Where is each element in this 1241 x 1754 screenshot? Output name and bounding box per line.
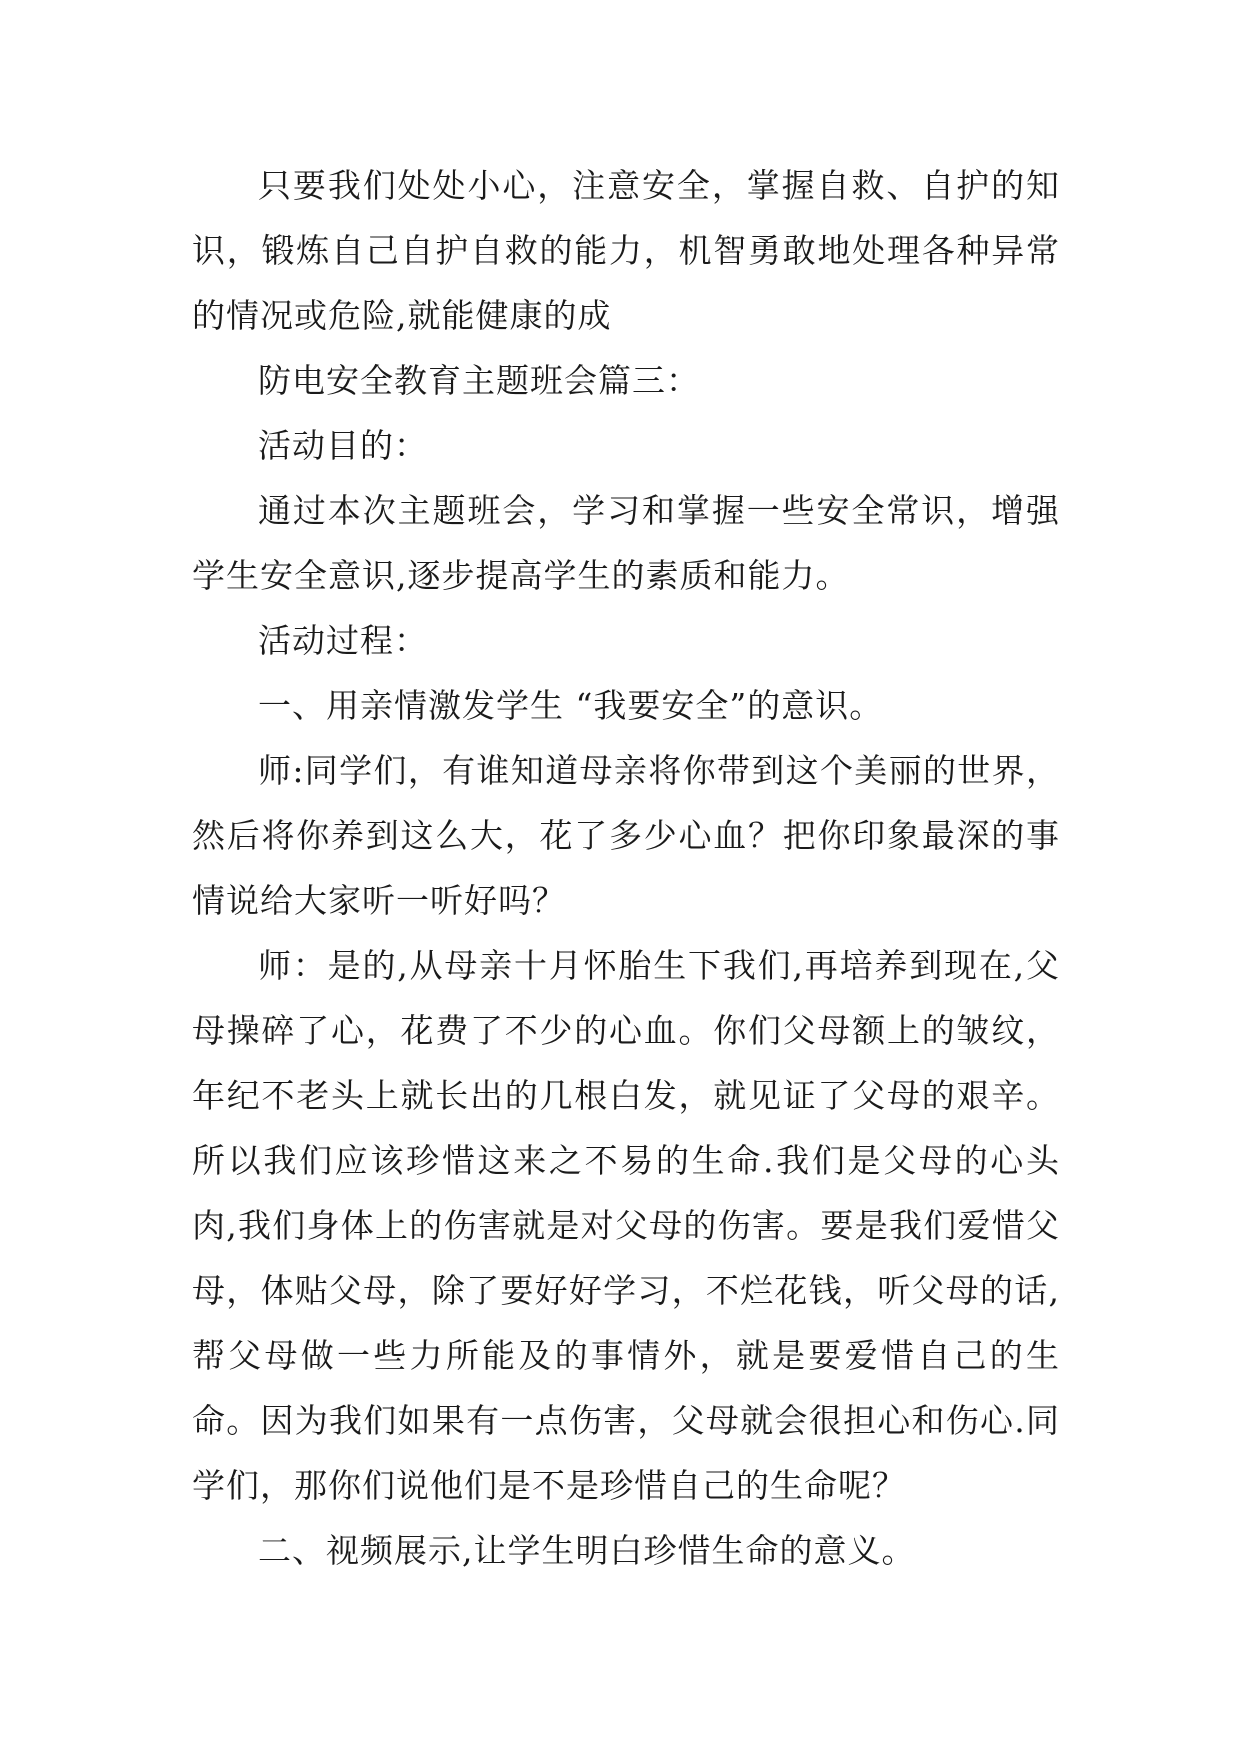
paragraph-teacher-response: 师：是的,从母亲十月怀胎生下我们,再培养到现在,父母操碎了心，花费了不少的心血。你们父母额上的皱纹，年纪不老头上就长出的几根白发，就见证了父母的艰辛。所以我们应该珍惜这来之不易的生命.我们是父母的心头肉,我们身体上的伤害就是对父母的伤害。要是我们爱惜父母，体贴父母，除了要好好学习，不烂花钱，听父母的话,帮父母做一些力所能及的事情外，就是要爱惜自己的生命。因为我们如果有一点伤害，父母就会很担心和伤心.同学们，那你们说他们是不是珍惜自己的生命呢？ (192, 946, 1060, 1505)
heading-activity-process: 活动过程： (258, 621, 428, 660)
paragraph-safety-summary: 只要我们处处小心，注意安全，掌握自救、自护的知识，锻炼自己自护自救的能力，机智勇敢地处理各种异常的情况或危险,就能健康的成 (192, 166, 1060, 335)
section-heading-part-three: 防电安全教育主题班会篇三： (258, 361, 700, 400)
heading-activity-purpose: 活动目的： (258, 426, 428, 465)
paragraph-teacher-question: 师:同学们，有谁知道母亲将你带到这个美丽的世界，然后将你养到这么大，花了多少心血？把你印象最深的事情说给大家听一听好吗？ (192, 751, 1060, 920)
heading-step-two: 二、视频展示,让学生明白珍惜生命的意义。 (258, 1531, 916, 1570)
document-body (192, 153, 1060, 1583)
heading-step-one: 一、用亲情激发学生 “我要安全”的意识。 (258, 686, 884, 725)
paragraph-activity-purpose: 通过本次主题班会，学习和掌握一些安全常识，增强学生安全意识,逐步提高学生的素质和能力。 (192, 491, 1060, 595)
